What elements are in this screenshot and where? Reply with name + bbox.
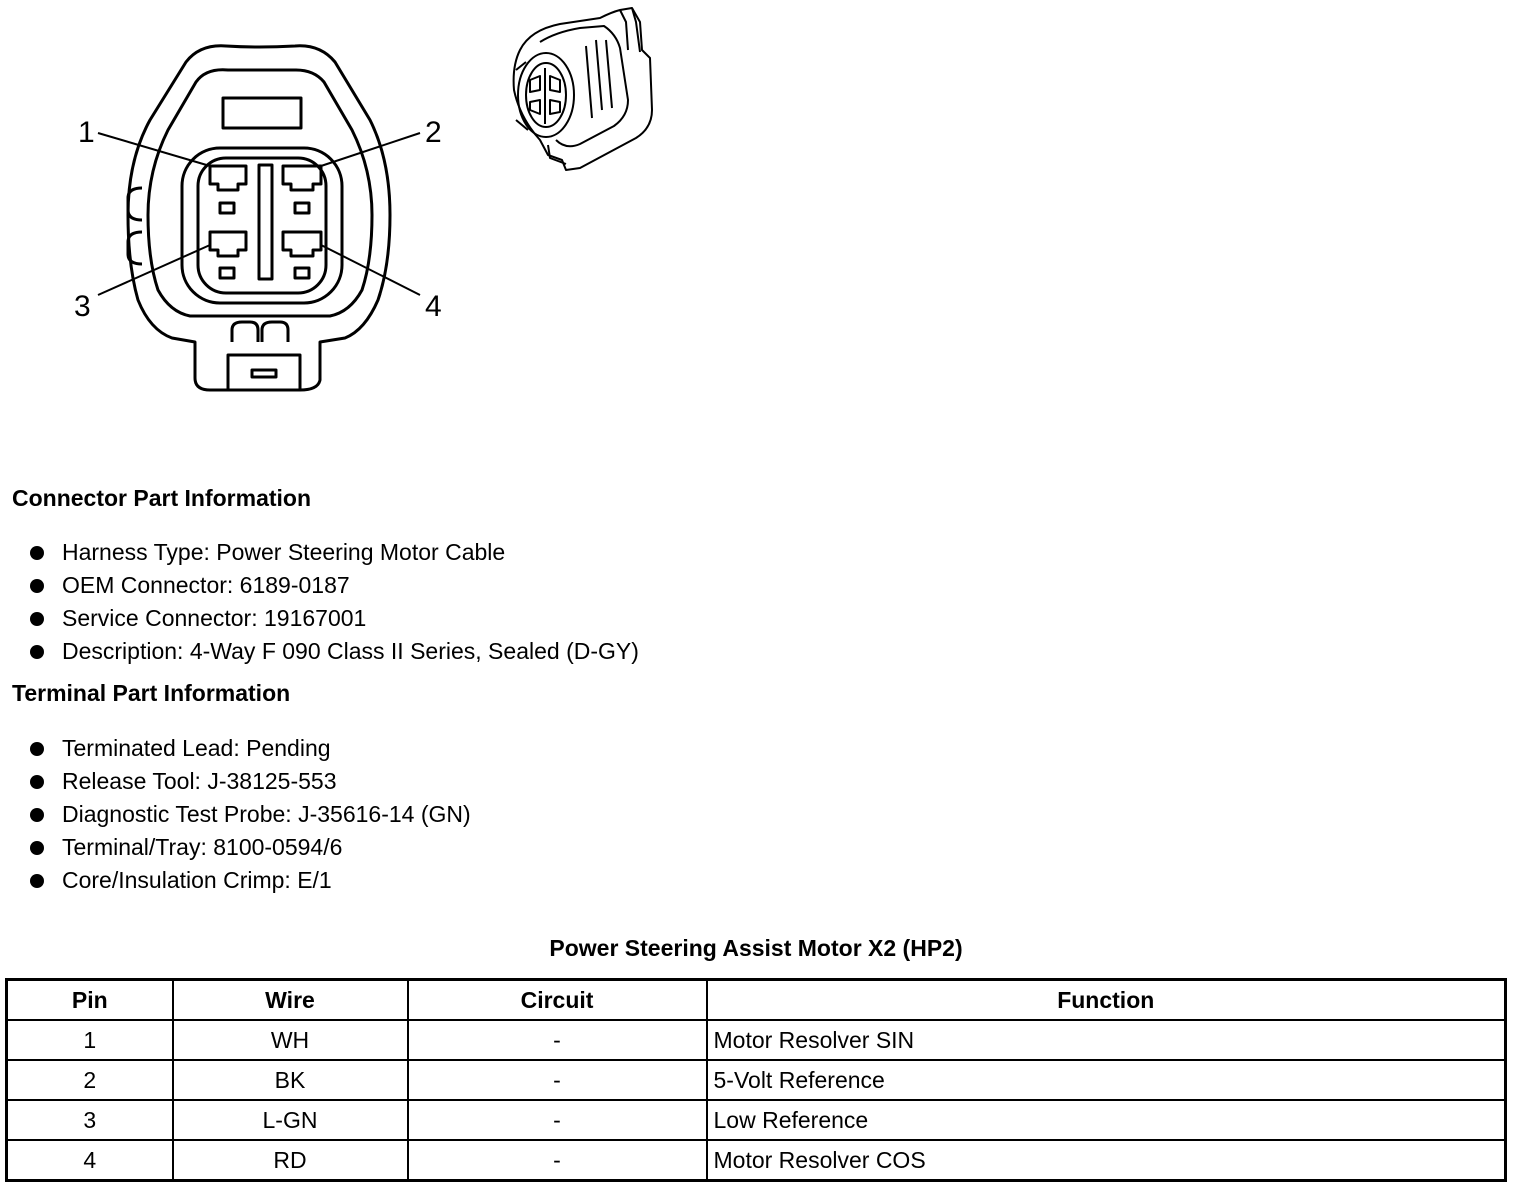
terminal-2 (283, 166, 321, 190)
list-item-text: Diagnostic Test Probe: J-35616-14 (GN) (62, 801, 471, 827)
terminal-4-slot (295, 268, 309, 278)
pin-label-4: 4 (425, 290, 442, 323)
list-item-text: Terminal/Tray: 8100-0594/6 (62, 834, 343, 860)
function-cell: Low Reference (707, 1100, 1506, 1140)
bottom-lock (228, 355, 300, 390)
column-header-circuit: Circuit (408, 980, 707, 1021)
list-item (30, 864, 471, 897)
bullet-icon (30, 775, 44, 789)
leader-line-1 (98, 133, 210, 166)
connector-part-info-list (30, 536, 639, 668)
table-row (7, 1100, 1506, 1140)
pin-cell: 1 (7, 1020, 173, 1060)
circuit-cell: - (408, 1020, 707, 1060)
list-item (30, 536, 639, 569)
pin-label-2: 2 (425, 116, 442, 149)
terminal-part-info-heading: Terminal Part Information (12, 680, 291, 706)
connector-3d-illustration (514, 8, 652, 170)
function-cell: 5-Volt Reference (707, 1060, 1506, 1100)
terminal-1-slot (220, 203, 234, 213)
connector-face-view (98, 46, 420, 390)
wire-cell: L-GN (173, 1100, 408, 1140)
list-item (30, 602, 639, 635)
pin-cell: 2 (7, 1060, 173, 1100)
leader-line-2 (321, 133, 420, 166)
circuit-cell: - (408, 1100, 707, 1140)
pin-label-3: 3 (74, 290, 91, 323)
circuit-cell: - (408, 1140, 707, 1181)
wire-cell: WH (173, 1020, 408, 1060)
pin-cell: 3 (7, 1100, 173, 1140)
list-item (30, 765, 471, 798)
terminal-1 (210, 166, 246, 190)
list-item-text: Terminated Lead: Pending (62, 735, 331, 761)
bullet-icon (30, 645, 44, 659)
terminal-3-slot (220, 268, 234, 278)
list-item-text: Service Connector: 19167001 (62, 605, 367, 631)
bullet-icon (30, 742, 44, 756)
bullet-icon (30, 841, 44, 855)
bullet-icon (30, 612, 44, 626)
terminal-part-info-list (30, 732, 471, 897)
leader-line-3 (98, 245, 210, 295)
terminal-3 (210, 232, 246, 256)
connector-diagram (0, 0, 700, 420)
column-header-function: Function (707, 980, 1506, 1021)
bottom-lock-slot (252, 370, 276, 377)
pin-cell: 4 (7, 1140, 173, 1181)
list-item-text: Harness Type: Power Steering Motor Cable (62, 539, 506, 565)
wire-cell: RD (173, 1140, 408, 1181)
list-item-text: Release Tool: J-38125-553 (62, 768, 337, 794)
wire-cell: BK (173, 1060, 408, 1100)
table-header-row (7, 980, 1506, 1021)
bullet-icon (30, 579, 44, 593)
table-row (7, 1140, 1506, 1181)
list-item-text: Description: 4-Way F 090 Class II Series, Sealed (D-GY) (62, 638, 639, 664)
bullet-icon (30, 808, 44, 822)
list-item (30, 635, 639, 668)
column-header-pin: Pin (7, 980, 173, 1021)
cavity-inner-frame (198, 158, 326, 293)
function-cell: Motor Resolver SIN (707, 1020, 1506, 1060)
pinout-table-title: Power Steering Assist Motor X2 (HP2) (549, 935, 963, 961)
list-item (30, 831, 471, 864)
center-divider (259, 165, 272, 279)
table-row (7, 1060, 1506, 1100)
circuit-cell: - (408, 1060, 707, 1100)
pin-label-1: 1 (78, 116, 95, 149)
list-item (30, 798, 471, 831)
latch-window (223, 98, 301, 128)
list-item-text: OEM Connector: 6189-0187 (62, 572, 350, 598)
list-item (30, 732, 471, 765)
column-header-wire: Wire (173, 980, 408, 1021)
bullet-icon (30, 546, 44, 560)
terminal-4 (283, 232, 321, 256)
pinout-table (5, 978, 1507, 1182)
list-item (30, 569, 639, 602)
list-item-text: Core/Insulation Crimp: E/1 (62, 867, 332, 893)
bullet-icon (30, 874, 44, 888)
terminal-2-slot (295, 203, 309, 213)
connector-part-info-heading: Connector Part Information (12, 485, 312, 511)
function-cell: Motor Resolver COS (707, 1140, 1506, 1181)
table-row (7, 1020, 1506, 1060)
bottom-lock-tabs (232, 322, 288, 342)
